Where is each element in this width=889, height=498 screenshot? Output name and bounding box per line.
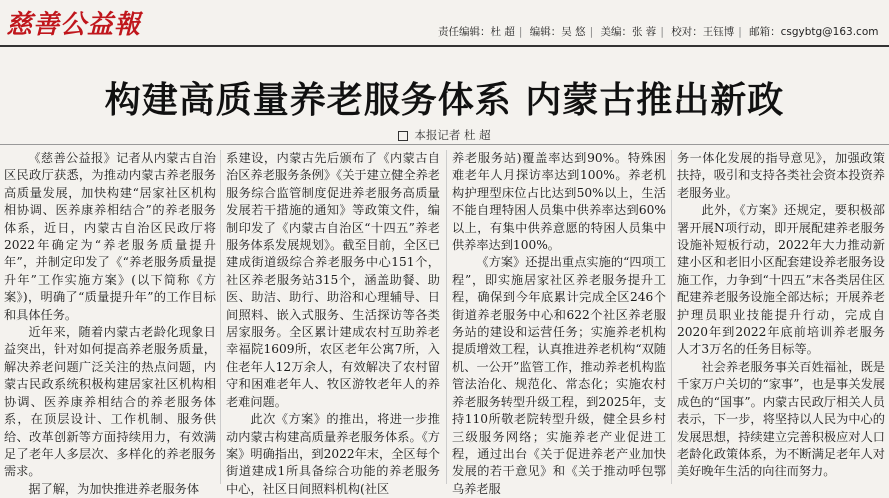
column-divider [220,150,221,484]
article-column-4 [677,150,885,484]
headline-divider [0,144,889,145]
paragraph: 养老服务站)覆盖率达到90%。特殊困难老年人月探访率达到100%。养老机构护理型床位占比达到50%以上，生活不能自理特困人员集中供养率达到60%以上，有集中供养意愿的特困人员集中供养率达到100%。 [452,151,666,253]
byline-text: 本报记者 杜 超 [414,128,491,142]
paragraph: 近年来，随着内蒙古老龄化现象日益突出，针对如何提高养老服务质量，解决养老问题广泛关注的热点问题，内蒙古民政系统积极构建居家社区机构相协调、医养康养相结合的养老服务体系，在顶层设计、工作机制、服务供给、改革创新等方面持续用力，有效满足了老年人多层次、多样化的养老服务需求。 [4,325,216,479]
article-column-2 [226,150,440,496]
paragraph: 此次《方案》的推出，将进一步推动内蒙古构建高质量养老服务体系。《方案》明确指出，到2022年末，全区每个街道建成1所具备综合功能的养老服务中心，社区日间照料机构(社区 [226,412,440,496]
masthead-divider [0,45,889,47]
paragraph: 此外，《方案》还规定，要积极部署开展N项行动，即开展配建养老服务设施补短板行动，2022年大力推动新建小区和老旧小区配套建设养老服务设施工作，力争到“十四五”末各类居住区配建养老服务设施全部达标；开展养老护理员职业技能提升行动，完成自2020年到2022年底前培训养老服务人才3万名的任务目标等。 [677,203,885,357]
editor: 编辑：吴 悠 [529,26,586,38]
byline-box-icon [398,131,408,141]
byline [0,127,889,143]
article-column-3 [452,150,666,496]
newspaper-logo: 慈善公益報 [6,10,142,40]
paragraph: 系建设，内蒙古先后颁布了《内蒙古自治区养老服务条例》《关于建立健全养老服务综合监管制度促进养老服务高质量发展若干措施的通知》等政策文件，编制印发了《内蒙古自治区“十四五”养老服务体系发展规划》。截至目前，全区已建成街道级综合养老服务中心151个，社区养老服务站315个，涵盖助餐、助医、助洁、助行、助浴和心理辅导、日间照料、嵌入式服务、生活探访等各类居家服务。全区累计建成农村互助养老幸福院1609所，农区老年公寓7所，入住老年人12万余人，有效解决了农村留守和困难老年人、牧区游牧老年人的养老难问题。 [226,151,440,409]
contact-email: 邮箱：csgybtg@163.com [749,26,879,38]
article-headline: 构建高质量养老服务体系 内蒙古推出新政 [104,80,785,121]
article-column-1 [4,150,216,496]
designer: 美编：张 蓉 [600,26,657,38]
paragraph: 《慈善公益报》记者从内蒙古自治区民政厅获悉，为推动内蒙古养老服务高质量发展，加快构建“居家社区机构相协调、医养康养相结合”的养老服务体系，近日，内蒙古自治区民政厅将2022年确定为“养老服务质量提升年”，并制定印发了《“养老服务质量提升年”工作实施方案》(以下简称《方案》)，明确了“质量提升年”的工作目标和具体任务。 [4,151,216,322]
column-divider [671,150,672,484]
responsible-editor: 责任编辑：杜 超 [438,26,515,38]
paragraph: 据了解，为加快推进养老服务体 [28,481,200,496]
paragraph: 《方案》还提出重点实施的“四项工程”，即实施居家社区养老服务提升工程，确保到今年底累计完成全区246个街道养老服务中心和622个社区养老服务站的建设和运营任务；实施养老机构提质增效工程，认真推进养老机构“双随机、一公开”监管工作，推动养老机构监管法治化、规范化、常态化；实施农村养老服务转型升级工程，到2025年，支持110所敬老院转型升级，健全县乡村三级服务网络；实施养老产业促进工程，通过出台《关于促进养老产业加快发展的若干意见》和《关于推动呼包鄂乌养老服 [452,255,666,496]
paragraph: 务一体化发展的指导意见》，加强政策扶持，吸引和支持各类社会资本投资养老服务业。 [677,151,885,200]
paragraph: 社会养老服务事关百姓福祉，既是千家万户关切的“家事”，也是事关发展成色的“国事”。内蒙古民政厅相关人员表示，下一步，将坚持以人民为中心的发展思想，持续建立完善积极应对人口老龄化政策体系，为不断满足老年人对美好晚年生活的向往而努力。 [677,359,885,479]
column-divider [446,150,447,484]
masthead [0,0,889,44]
editor-credits: 责任编辑：杜 超 | 编辑：吴 悠 | 美编：张 蓉 | 校对：王钰博 | 邮箱：csgybtg@163.com [438,26,879,38]
proofreader: 校对：王钰博 [671,26,735,38]
